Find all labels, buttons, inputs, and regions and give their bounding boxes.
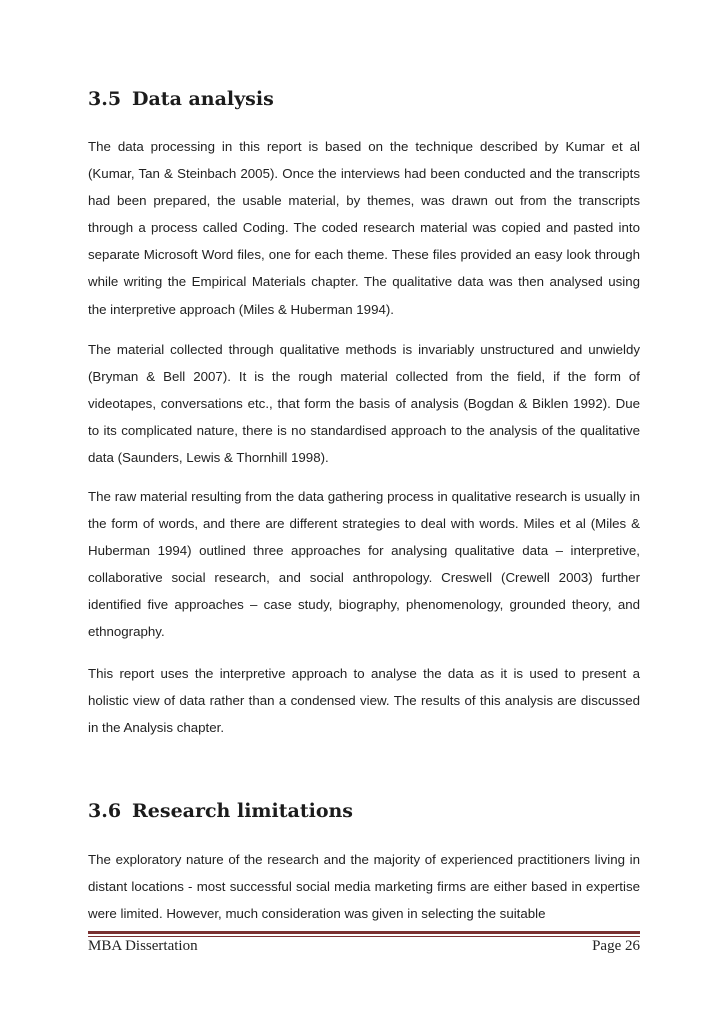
section-number: 3.6 — [88, 800, 122, 822]
section-heading-data-analysis — [88, 88, 274, 110]
paragraph: The data processing in this report is based on the technique described by Kumar et al (Kumar, Tan & Steinbach 2005). Once the interviews had been conducted and the transcripts had been prepared, the usable material, by themes, was drawn out from the transcripts through a process called Coding. The coded research material was copied and pasted into separate Microsoft Word files, one for each theme. These files provided an easy look through while writing the Empirical Materials chapter. The qualitative data was then analysed using the interpretive approach (Miles & Huberman 1994). — [88, 139, 640, 317]
footer-page-number: Page 26 — [592, 938, 640, 954]
footer-divider-thin — [88, 936, 640, 937]
section-heading-research-limitations — [88, 800, 353, 822]
paragraph: The raw material resulting from the data gathering process in qualitative research is usually in the form of words, and there are different strategies to deal with words. Miles et al (Miles & Huberman 1994) outlined three approaches for analysing qualitative data – interpretive, collaborative social research, and social anthropology. Creswell (Crewell 2003) further identified five approaches – case study, biography, phenomenology, grounded theory, and ethnography. — [88, 489, 640, 640]
section-title: Data analysis — [132, 88, 274, 110]
paragraph: The material collected through qualitative methods is invariably unstructured and unwieldy (Bryman & Bell 2007). It is the rough material collected from the field, if the form of videotapes, conversations etc., that form the basis of analysis (Bogdan & Biklen 1992). Due to its complicated nature, there is no standardised approach to the analysis of the qualitative data (Saunders, Lewis & Thornhill 1998). — [88, 342, 640, 466]
paragraph: This report uses the interpretive approach to analyse the data as it is used to present a holistic view of data rather than a condensed view. The results of this analysis are discussed in the Analysis chapter. — [88, 666, 640, 736]
paragraph: The exploratory nature of the research and the majority of experienced practitioners living in distant locations - most successful social media marketing firms are either based in expertise were limited. However, much consideration was given in selecting the suitable — [88, 852, 640, 922]
footer-divider-thick — [88, 931, 640, 934]
section-title: Research limitations — [132, 800, 354, 822]
footer-document-title: MBA Dissertation — [88, 938, 198, 954]
section-number: 3.5 — [88, 88, 122, 110]
